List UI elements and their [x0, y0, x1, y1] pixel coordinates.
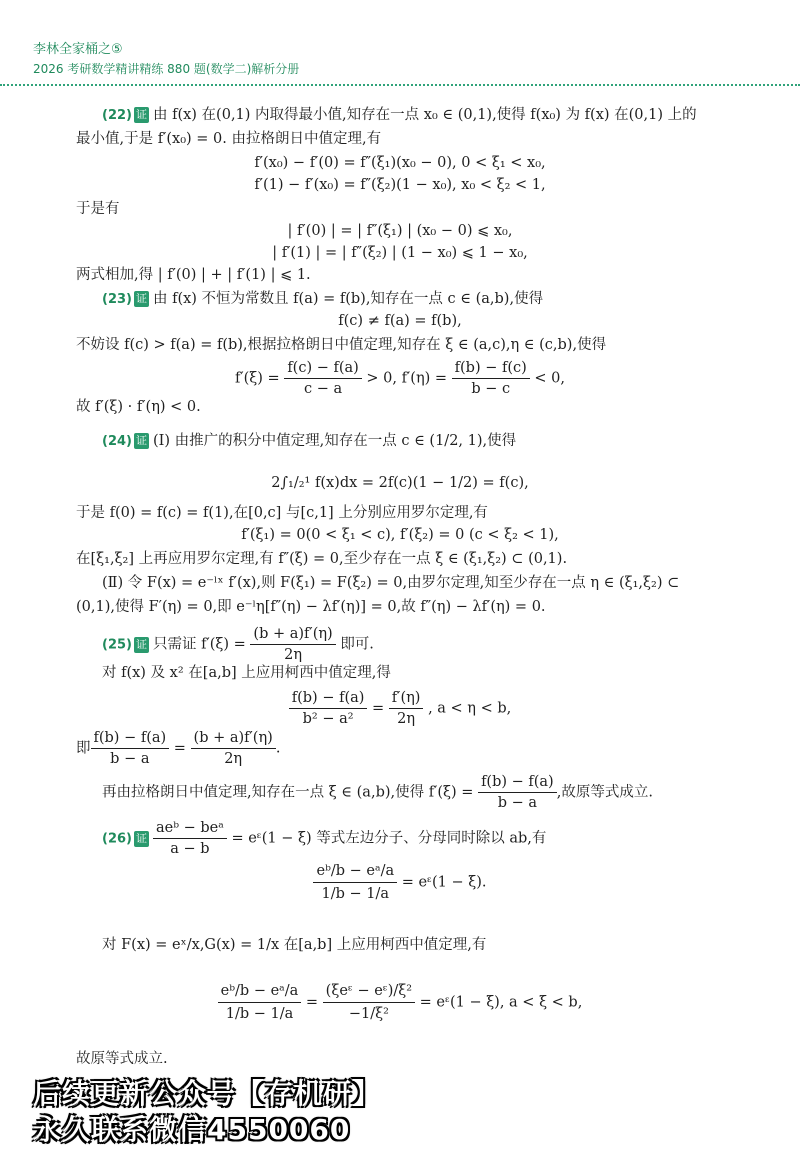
p26-eq2-end: = eᵋ(1 − ξ), a < ξ < b, [419, 994, 583, 1011]
p26-number: (26) [102, 831, 132, 847]
p25-eq1-end: , a < η < b, [428, 700, 512, 717]
p25-text-3c: . [275, 740, 281, 757]
p22-eq-1: f′(x₀) − f′(0) = f″(ξ₁)(x₀ − 0), 0 < ξ₁ < x₀, [254, 155, 546, 171]
p25-eq1-eq: = [372, 700, 385, 717]
p25-text-4b: ,故原等式成立. [556, 784, 653, 801]
watermark-line-1: 后续更新公众号【存机研】 [33, 1077, 382, 1110]
p23-frac-2-den: b − c [471, 381, 511, 397]
p25-text-1b: 即可. [340, 636, 374, 653]
p23-text-1: 由 f(x) 不恒为常数且 f(a) = f(b),知存在一点 c ∈ (a,b),使得 [152, 291, 544, 307]
p25-frac-2-num: f(b) − f(a) [289, 688, 368, 709]
p25-text-4a: 再由拉格朗日中值定理,知存在一点 ξ ∈ (a,b),使得 f′(ξ) = [102, 784, 474, 801]
p22-line-4: 两式相加,得 | f′(0) | + | f′(1) | ⩽ 1. [76, 267, 311, 283]
p26-line-3: 故原等式成立. [76, 1051, 168, 1067]
p26-frac-4 [323, 980, 415, 1025]
p23-eq2-lhs: f′(ξ) = [234, 370, 280, 387]
proof-badge: 证 [135, 831, 147, 845]
p22-line-1 [102, 106, 697, 125]
proof-badge: 证 [135, 434, 147, 447]
p24-number: (24) [102, 434, 132, 449]
p22-line-3: 于是有 [76, 201, 120, 217]
p25-frac-2-den: b² − a² [302, 711, 354, 727]
p24-eq-1: 2∫₁/₂¹ f(x)dx = 2f(c)(1 − 1/2) = f(c), [271, 475, 529, 491]
p26-frac-3-den: 1/b − 1/a [225, 1006, 294, 1022]
p26-frac-1-den: a − b [170, 841, 210, 857]
p25-text-1a: 只需证 f′(ξ) = [152, 636, 246, 653]
p22-line-2: 最小值,于是 f′(x₀) = 0. 由拉格朗日中值定理,有 [76, 131, 382, 147]
p24-text-1: (Ⅰ) 由推广的积分中值定理,知存在一点 c ∈ (1/2, 1),使得 [152, 433, 517, 449]
p25-frac-6-den: b − a [497, 795, 538, 811]
p25-frac-4-num: f(b) − f(a) [91, 728, 170, 749]
p25-frac-6-num: f(b) − f(a) [478, 772, 557, 793]
proof-badge: 证 [135, 108, 147, 121]
p26-text-1b: = eᵋ(1 − ξ) 等式左边分子、分母同时除以 ab,有 [231, 830, 547, 847]
p26-line-1 [102, 818, 546, 859]
p23-line-3: 故 f′(ξ) · f′(η) < 0. [76, 399, 201, 415]
p26-eq-1 [0, 860, 800, 905]
p26-frac-4-num: (ξeᵋ − eᵋ)/ξ² [323, 980, 415, 1003]
p22-eq-3: | f′(0) | = | f″(ξ₁) | (x₀ − 0) ⩽ x₀, [287, 223, 513, 239]
p24-line-1 [102, 432, 516, 451]
p26-frac-3 [218, 980, 302, 1025]
p25-frac-5 [191, 728, 276, 769]
p23-number: (23) [102, 292, 132, 307]
p25-eq-1 [0, 688, 800, 729]
p23-line-2: 不妨设 f(c) > f(a) = f(b),根据拉格朗日中值定理,知存在 ξ ∈ (a,c),η ∈ (c,b),使得 [76, 337, 607, 353]
p24-eq-2: f′(ξ₁) = 0(0 < ξ₁ < c), f′(ξ₂) = 0 (c < ξ₂ < 1), [241, 527, 559, 543]
p25-frac-1 [250, 624, 335, 665]
p23-frac-2-num: f(b) − f(c) [452, 358, 530, 379]
p26-frac-1-num: aeᵇ − beᵃ [153, 818, 227, 839]
p23-eq-1: f(c) ≠ f(a) = f(b), [338, 313, 462, 329]
p25-number: (25) [102, 637, 132, 653]
p26-frac-2 [313, 860, 397, 905]
p25-frac-6 [478, 772, 557, 813]
p26-line-2: 对 F(x) = eˣ/x,G(x) = 1/x 在[a,b] 上应用柯西中值定理,有 [102, 937, 487, 953]
p24-line-5: (0,1),使得 F′(η) = 0,即 e⁻ˡη[f″(η) − λf′(η)] = 0,故 f″(η) − λf′(η) = 0. [76, 599, 546, 615]
p25-frac-3-den: 2η [397, 711, 416, 727]
p26-frac-3-num: eᵇ/b − eᵃ/a [218, 980, 302, 1003]
p26-eq-2 [0, 980, 800, 1025]
p25-frac-1-num: (b + a)f′(η) [250, 624, 335, 645]
p25-frac-5-num: (b + a)f′(η) [191, 728, 276, 749]
p25-frac-5-den: 2η [224, 751, 243, 767]
p25-frac-2 [289, 688, 368, 729]
p25-text-3b: = [173, 740, 186, 757]
p26-frac-2-den: 1/b − 1/a [321, 886, 390, 902]
p25-frac-3-num: f′(η) [389, 688, 424, 709]
proof-badge: 证 [135, 637, 147, 651]
p26-eq1-end: = eᵋ(1 − ξ). [401, 874, 487, 891]
p22-eq-4: | f′(1) | = | f″(ξ₂) | (1 − x₀) ⩽ 1 − x₀, [272, 245, 528, 261]
p25-line-1 [102, 624, 374, 665]
p25-line-2: 对 f(x) 及 x² 在[a,b] 上应用柯西中值定理,得 [102, 665, 391, 681]
p23-eq-2 [0, 358, 800, 399]
p25-frac-4-den: b − a [110, 751, 150, 767]
p23-eq2-mid: > 0, f′(η) = [366, 370, 448, 387]
p23-frac-1-num: f(c) − f(a) [284, 358, 362, 379]
p23-frac-2 [452, 358, 530, 399]
watermark-line-2: 永久联系微信4550060 [33, 1113, 351, 1146]
p26-frac-2-num: eᵇ/b − eᵃ/a [313, 860, 397, 883]
p22-number: (22) [102, 108, 132, 123]
p24-line-2: 于是 f(0) = f(c) = f(1),在[0,c] 与[c,1] 上分别应用罗尔定理,有 [76, 505, 488, 521]
p25-frac-1-den: 2η [284, 647, 303, 663]
p25-line-4 [102, 772, 653, 813]
p23-frac-1 [284, 358, 362, 399]
proof-badge: 证 [135, 292, 147, 305]
p23-frac-1-den: c − a [303, 381, 343, 397]
p26-frac-4-den: −1/ξ² [348, 1006, 389, 1022]
series-title: 李林全家桶之⑤ [33, 42, 123, 57]
book-title: 2026 考研数学精讲精练 880 题(数学二)解析分册 [33, 62, 300, 76]
p25-frac-3 [389, 688, 424, 729]
p25-text-3a: 即 [76, 740, 91, 757]
p24-line-3: 在[ξ₁,ξ₂] 上再应用罗尔定理,有 f″(ξ) = 0,至少存在一点 ξ ∈ (ξ₁,ξ₂) ⊂ (0,1). [76, 551, 568, 567]
p23-eq2-end: < 0, [534, 370, 565, 387]
p25-line-3 [76, 728, 280, 769]
p22-text-1: 由 f(x) 在(0,1) 内取得最小值,知存在一点 x₀ ∈ (0,1),使得 f(x₀) 为 f(x) 在(0,1) 上的 [152, 107, 697, 123]
p23-line-1 [102, 290, 543, 309]
p22-eq-2: f′(1) − f′(x₀) = f″(ξ₂)(1 − x₀), x₀ < ξ₂ < 1, [254, 177, 546, 193]
p25-frac-4 [91, 728, 170, 769]
p26-frac-1 [153, 818, 227, 859]
p24-line-4: (Ⅱ) 令 F(x) = e⁻ˡˣ f′(x),则 F(ξ₁) = F(ξ₂) = 0,由罗尔定理,知至少存在一点 η ∈ (ξ₁,ξ₂) ⊂ [102, 575, 680, 591]
header-divider [0, 84, 800, 86]
p26-eq2-eq: = [305, 994, 319, 1011]
